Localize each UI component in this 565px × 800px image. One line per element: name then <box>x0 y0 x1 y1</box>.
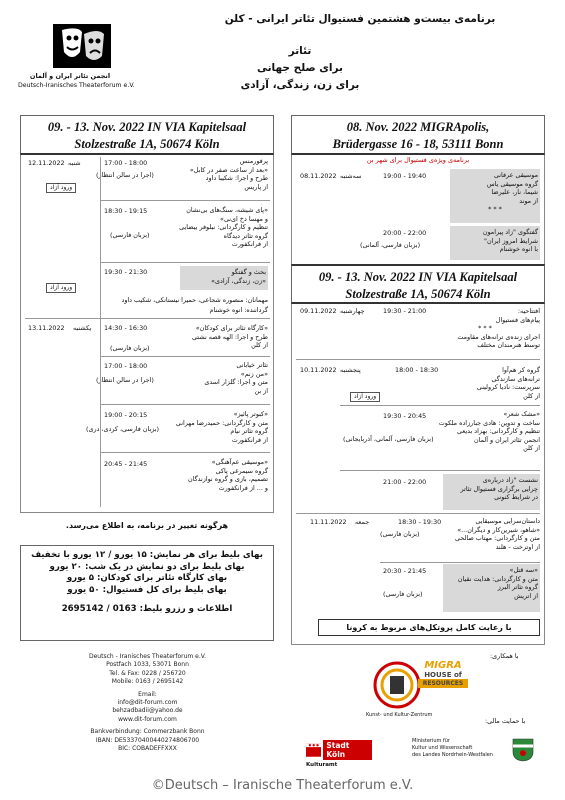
event-day: پنجشنبه <box>340 366 361 374</box>
venue-bonn <box>291 115 545 155</box>
event-time: 17:00 - 18:00 <box>104 362 148 370</box>
event-line: ساخت و تدوین: هادی جبارزاده ملکوت <box>438 418 540 427</box>
event-title: افتتاحیه: <box>517 307 540 315</box>
event-line: تنظیم و کارگردانی: نیلوفر بیضایی <box>179 223 268 232</box>
event-line: گروه تئاتر دیدگاه <box>223 231 268 240</box>
event-line: سرپرست: نادیا کرولینی <box>476 383 540 392</box>
website-link[interactable]: www.dit-forum.com <box>118 715 177 723</box>
kulturzentrum-label: Kunst- und Kultur-Zentrum <box>366 712 433 718</box>
ministry-line3: des Landes Nordrhein-Westfalen <box>412 752 493 758</box>
event-line: گروه تئاتر نیام <box>230 427 268 436</box>
migra-text: MIGRA <box>424 660 462 671</box>
event-card-talk-bonn <box>450 226 540 260</box>
event-language: (بزبان فارسی) <box>110 231 150 239</box>
price-festival: بهای بلیط برای کل فستیوال: ۵۰ یورو <box>67 584 227 595</box>
event-card-storytelling <box>435 517 540 551</box>
event-date: 09.11.2022 <box>300 307 337 315</box>
email-link[interactable]: info@dit-forum.com <box>117 699 178 707</box>
ministry-line1: Ministerium für <box>412 738 450 744</box>
event-line: توسط هنرمندان مختلف <box>477 341 540 350</box>
divider <box>296 359 540 360</box>
subtitle-theatre: تئاتر <box>288 45 312 57</box>
copyright-footer: ©Deutsch – Iranische Theaterforum e.V. <box>151 778 414 793</box>
event-card-choir <box>440 366 540 400</box>
event-line: متن و اجرا: گلزار اسدی <box>204 378 268 387</box>
event-line: از اتریش <box>514 591 538 600</box>
event-time: 20:00 - 22:00 <box>383 229 427 237</box>
free-entry-tag: ورود آزاد <box>350 392 380 402</box>
event-title: «سه قتل» <box>509 566 538 574</box>
event-line: از پاریس <box>244 182 268 191</box>
event-card-talk <box>180 266 268 290</box>
nrw-crest-icon <box>512 738 534 762</box>
event-day: شنبه <box>68 159 81 167</box>
event-separator: * * * <box>488 205 502 214</box>
event-card-autumn-pigeon <box>160 410 268 444</box>
venue-cologne-line2: Stolzestraße 1A, 50674 Köln <box>74 137 220 151</box>
event-date: 11.11.2022 <box>310 518 347 526</box>
event-title: «کبوتر پائیز» <box>233 410 268 418</box>
event-line: از کلن <box>251 341 268 350</box>
event-time: 17:00 - 18:00 <box>104 159 148 167</box>
funding-label: با حمایت مالی: <box>485 717 526 725</box>
event-card-discussion <box>443 474 540 510</box>
event-date: 13.11.2022 <box>28 324 65 332</box>
phone-fax: Tel. & Fax: 0228 / 256720 <box>109 669 186 677</box>
event-moderator: گرداننده: انوه خوشنام <box>209 306 268 314</box>
special-bonn-note: برنامه‌ی ویژه‌ی فستیوال برای شهر بن <box>366 156 470 164</box>
org-name-fa: انجمن تئاتر ایران و آلمان <box>29 72 111 80</box>
price-single: بهای بلیط برای هر نمایش: ۱۵ یورو / ۱۲ یورو با تخفیف <box>31 550 263 560</box>
event-time: 19:30 - 21:00 <box>383 307 427 315</box>
event-line: با انوه خوشنام <box>499 245 538 254</box>
event-line: شرایط امروز ایران" <box>484 236 538 245</box>
event-title: داستان‌سرایی موسیقایی <box>475 517 540 525</box>
event-line: از کلن <box>523 444 540 453</box>
event-line: «زن، زندگی، آزادی» <box>211 276 266 285</box>
subtitle-peace: برای صلح جهانی <box>256 62 343 74</box>
event-day: جمعه <box>355 518 370 526</box>
reservation-info: اطلاعات و رزرو بلیط: 0163 / 2695142 <box>61 604 233 614</box>
divider <box>100 452 270 453</box>
event-title: نشست "زاد در‌باره‌ی <box>482 476 538 484</box>
divider <box>340 405 540 406</box>
event-line: از موند <box>519 196 538 205</box>
kulturzentrum-logo <box>372 660 422 710</box>
price-double: بهای بلیط برای دو نمایش در یک شب: ۲۰ یورو <box>49 561 245 572</box>
divider <box>100 200 270 201</box>
event-card-music <box>160 458 268 492</box>
event-language: (بزبان فارسی، آلمانی، آذربایجانی) <box>343 435 434 443</box>
event-card-three-murders <box>443 564 540 612</box>
event-line: شیما، نار، علیرضا <box>491 188 538 197</box>
event-line: از بن <box>254 386 268 395</box>
address-line: Postfach 1033, 53071 Bonn <box>106 661 189 669</box>
event-line: متن و کارگردانی: هدایت نقیان <box>457 574 538 583</box>
event-card-opening <box>430 307 540 350</box>
event-line: در شرایط کنونی <box>494 493 538 502</box>
org-name-de: Deutsch-Iranisches Theaterforum e.V. <box>18 82 135 89</box>
venue-cologne-right <box>291 264 545 304</box>
email-link[interactable]: behzadbadii@yahoo.de <box>112 707 183 715</box>
house-of-text: HOUSE of <box>424 671 462 679</box>
festival-title: برنامه‌ی بیست‌و هشتمین فستیوال تئاتر ایرانی - کلن <box>224 13 496 25</box>
event-card-glass <box>158 206 268 249</box>
bic: BIC: COBADEFFXXX <box>118 745 177 753</box>
event-separator: * * * <box>478 324 492 333</box>
event-line: چرایی برگزاری فستیوال تئاتر <box>460 484 538 493</box>
event-title: «مشک شعر» <box>503 410 540 418</box>
event-line: طرح و اجرا: شکیبا داود <box>205 174 268 183</box>
venue-bonn-line1: 08. Nov. 2022 MIGRApolis, <box>346 120 490 134</box>
event-day: سه‌شنبه <box>340 172 362 180</box>
free-entry-tag: ورود آزاد <box>46 183 76 193</box>
event-line: پیام‌های فستیوال <box>495 315 540 324</box>
event-guests: مهمانان: منصوره شجاعی، حمیرا نیستانکی، شکیب داود <box>121 296 268 304</box>
event-date: 08.11.2022 <box>300 172 337 180</box>
stadt-koeln-logo <box>306 740 372 768</box>
event-time: 19:30 - 21:30 <box>104 268 148 276</box>
event-line: و ... از فرانکفورت <box>218 483 268 492</box>
venue-cologne-line1: 09. - 13. Nov. 2022 IN VIA Kapitelsaal <box>47 120 247 134</box>
event-card-kids-workshop <box>160 324 268 350</box>
email-label: Email: <box>138 690 157 698</box>
column-divider <box>100 157 101 507</box>
event-time: 19:00 - 19:40 <box>383 172 427 180</box>
event-card-poetry <box>435 410 540 453</box>
event-time: 14:30 - 16:30 <box>104 324 148 332</box>
bank-info: Bankverbindung: Commerzbank Bonn <box>90 728 205 736</box>
price-workshop: بهای کارگاه تئاتر برای کودکان: ۵ یورو <box>66 573 228 583</box>
event-title: پرفورمنس <box>239 157 268 165</box>
event-line: ترانه‌های سازندگی <box>491 374 540 383</box>
event-time: 19:30 - 20:45 <box>383 412 427 420</box>
event-title: موسیقی عرفانی <box>493 171 538 179</box>
venue-bonn-line2: Brüdergasse 16 - 18, 53111 Bonn <box>332 137 504 151</box>
price-box <box>20 545 274 641</box>
event-line: انجمن تئاتر ایران و آلمان <box>473 435 540 444</box>
event-time: 18:30 - 19:30 <box>398 518 442 526</box>
mobile: Mobile: 0163 / 2695142 <box>111 678 184 686</box>
event-line: از فرانکفورت <box>231 240 268 249</box>
event-line: گروه سیمرغی پاکی <box>215 466 268 475</box>
venue-cologne-left <box>20 115 274 155</box>
event-title: «کارگاه تئاتر برای کودکان» <box>195 324 268 332</box>
event-time: 18:30 - 19:15 <box>104 207 148 215</box>
event-line: «من زنم» <box>240 369 268 378</box>
event-card-sufi-music <box>450 169 540 223</box>
cologne-crest-icon <box>306 743 321 757</box>
divider <box>380 562 540 563</box>
event-line: از فرانکفورت <box>231 435 268 444</box>
resources-text: RESOURCES <box>418 679 468 688</box>
iban: IBAN: DE53370400440274806700 <box>95 736 200 744</box>
event-line: متن و کارگردانی: حمیدرضا مهرانی <box>175 418 268 427</box>
address-line: Deutsch - Iranisches Theaterforum e.V. <box>89 653 206 660</box>
divider <box>340 470 540 471</box>
event-line: و مهسا دخ ای‌نی» <box>220 214 268 223</box>
ministry-line2: Kultur und Wissenschaft <box>412 745 473 751</box>
event-language: (بزبان فارسی، آلمانی) <box>360 241 421 249</box>
event-time: 20:30 - 21:45 <box>383 567 427 575</box>
event-line: گروه موسیقی یاس <box>486 179 538 188</box>
corona-notice: با رعایت کامل پروتکل‌های مربوط به کرونا <box>318 619 540 636</box>
divider <box>100 404 270 405</box>
divider <box>100 356 270 357</box>
event-day: یکشنبه <box>73 324 92 332</box>
contact-block <box>60 653 235 753</box>
venue-cologne-line1: 09. - 13. Nov. 2022 IN VIA Kapitelsaal <box>318 270 518 284</box>
event-language: (اجرا در سالن انتظار) <box>96 171 154 179</box>
event-line: از کلن <box>523 391 540 400</box>
event-line: طرح و اجرا: الهه قصه نشتی <box>191 332 268 341</box>
event-language: (بزبان فارسی، کردی، دری) <box>86 425 160 433</box>
venue-cologne-line2: Stolzestraße 1A, 50674 Köln <box>345 287 491 301</box>
event-card-performance <box>168 157 268 191</box>
nrw-ministry-logo <box>412 738 510 759</box>
event-date: 10.11.2022 <box>300 366 337 374</box>
event-line: گروه تئاتر البرز <box>497 583 538 592</box>
event-line: متن و کارگردانی: مهتاب صالحی <box>455 534 540 543</box>
event-title: گفتگوی "زاد پیرامون <box>482 228 538 236</box>
event-language: (اجرا در سالن انتظار) <box>96 376 154 384</box>
event-time: 18:00 - 18:30 <box>395 366 439 374</box>
change-notice: هرگونه تغییر در برنامه، به اطلاع می‌رسد. <box>65 521 229 530</box>
stadt-koeln-text: Stadt Köln <box>323 740 372 760</box>
kulturamt-text: Kulturamt <box>306 762 338 768</box>
event-line: تنظیم و کارگردانی: بهزاد بدیعی <box>456 427 540 436</box>
event-line: «بعد از ساعت صفر در کابل» <box>189 165 268 174</box>
sponsors-label: با همکاری: <box>490 652 519 660</box>
event-line: از اوترخت - هلند <box>495 542 540 551</box>
divider <box>296 513 540 514</box>
event-title: گروه کر هم‌آوا <box>502 366 540 374</box>
event-line: «شاهو، شیرین‌کار و دیگران...» <box>457 525 540 534</box>
event-line: تصمیم، بازی و گروه نوازندگان <box>187 475 268 484</box>
event-day: چهارشنبه <box>340 307 365 315</box>
free-entry-tag: ورود آزاد <box>46 283 76 293</box>
event-language: (بزبان فارسی) <box>110 344 150 352</box>
event-date: 12.11.2022 <box>28 159 65 167</box>
event-title: «پای شیشه، سنگ‌های بی‌نشان <box>186 206 268 214</box>
event-language: (بزبان فارسی) <box>380 530 420 538</box>
event-time: 21:00 - 22:00 <box>383 478 427 486</box>
event-card-street-theatre <box>172 361 268 395</box>
migra-house-logo <box>418 660 468 688</box>
event-time: 19:00 - 20:15 <box>104 411 148 419</box>
event-language: (بزبان فارسی) <box>383 590 423 598</box>
theatre-masks-logo <box>48 22 118 70</box>
event-title: «موسیقی عم‌آهنگی» <box>211 458 268 466</box>
event-title: بحث و گفتگو <box>231 268 266 276</box>
event-line: اجرای زنده‌ی ترانه‌های مقاومت <box>457 332 540 341</box>
event-title: تئاتر خیابانی <box>236 361 268 369</box>
subtitle-women-life-freedom: برای زن، زندگی، آزادی <box>240 79 360 91</box>
divider <box>100 262 270 263</box>
event-time: 20:45 - 21:45 <box>104 460 148 468</box>
divider <box>25 318 270 319</box>
